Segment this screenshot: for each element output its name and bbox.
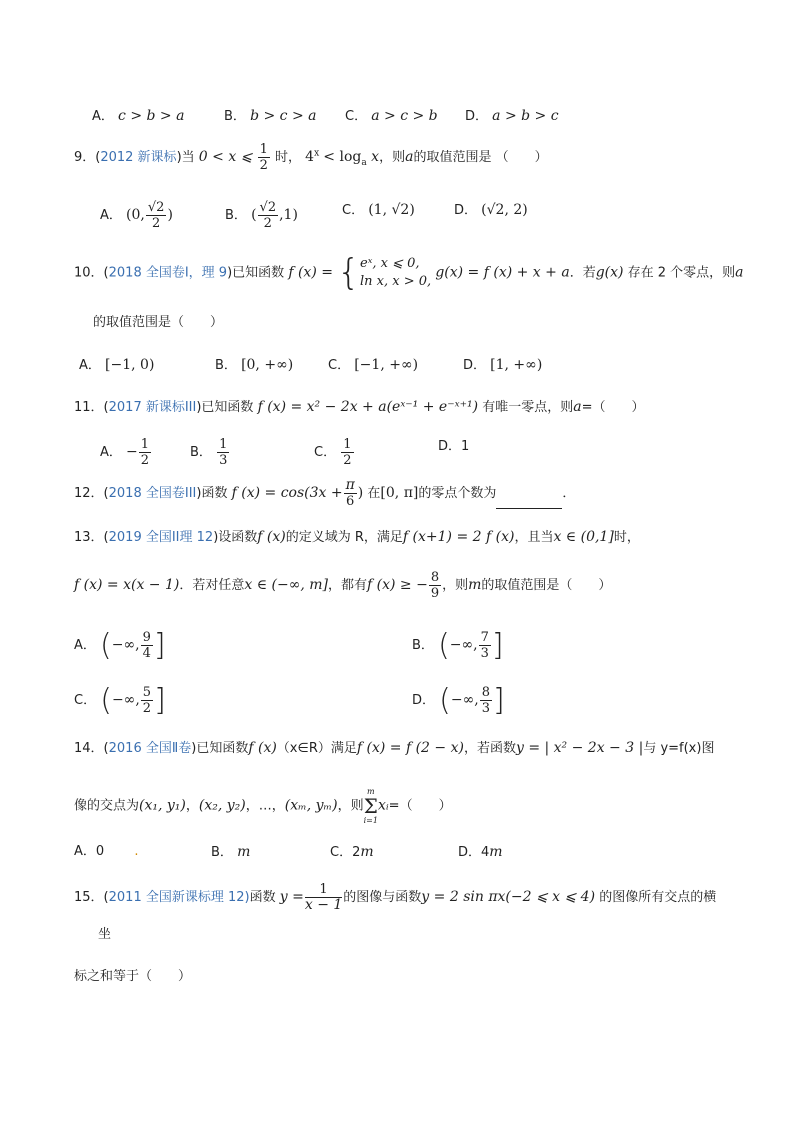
q10-option-d: D． [1, +∞) bbox=[463, 357, 543, 373]
q8-option-b: B． b > c > a bbox=[224, 108, 317, 124]
q15-source: 2011 全国新课标理 12) bbox=[108, 890, 250, 905]
q13-option-d: D． (−∞, $\frac{8}{3}$ ] bbox=[412, 682, 505, 718]
q11-stem: 11．(2017 新课标III)已知函数 f (x) = x² − 2x + a(eˣ⁻¹ + e⁻ˣ⁺¹) 有唯一零点，则a=（ ） bbox=[74, 399, 645, 415]
q12-stem: 12．(2018 全国卷III)函数 f (x) = cos(3x + $\frac{\pi}{6}$ ) 在[0, π]的零点个数为 ． bbox=[74, 477, 576, 509]
q14-stem-cont: 像的交点为(x₁, y₁)，(x₂, y₂)，…，(xₘ, yₘ)，则 m Σ i=1 xᵢ=（ ） bbox=[74, 787, 452, 825]
q15-stem-cont: 坐 bbox=[98, 927, 112, 942]
q14-stem: 14．(2016 全国Ⅱ卷)已知函数f (x)（x∈R）满足f (x) = f (2 − x)，若函数y = | x² − 2x − 3 |与 y=f(x)图 bbox=[74, 740, 715, 756]
q13-stem-cont: f (x) = x(x − 1)．若对任意x ∈ (−∞, m]，都有f (x) ≥ − $\frac{8}{9}$ ，则m的取值范围是（ ） bbox=[74, 570, 612, 601]
q11-source: 2017 新课标III bbox=[108, 400, 197, 415]
q8-option-c: C． a > c > b bbox=[345, 108, 438, 124]
q14-option-c: C．2m bbox=[330, 844, 374, 860]
q9-option-d: D． (√2, 2) bbox=[454, 202, 528, 218]
q11-option-d: D．1 bbox=[438, 439, 470, 454]
q8-option-d: D． a > b > c bbox=[465, 108, 559, 124]
q15-stem: 15．(2011 全国新课标理 12)函数 y = $\frac{1}{x - 1}$ 的图像与函数y = 2 sin πx(−2 ⩽ x ⩽ 4) 的图像所有交点的横 bbox=[74, 882, 717, 913]
q13-option-b: B． (−∞, $\frac{7}{3}$ ] bbox=[412, 627, 504, 663]
q13-option-a: A． (−∞, $\frac{9}{4}$ ] bbox=[74, 627, 166, 663]
q10-stem-cont: 的取值范围是（ ） bbox=[93, 315, 224, 330]
q9-option-b: B． ( $\frac{√2}{2}$ ,1) bbox=[225, 200, 298, 231]
q9-stem: 9．(2012 新课标)当 0 < x ⩽ $\frac{1}{2}$ 时， $4^x < \log_a x$，则a的取值范围是 （ ） bbox=[74, 142, 548, 173]
q8-option-a: A． c > b > a bbox=[92, 108, 185, 124]
q13-option-c: C． (−∞, $\frac{5}{2}$ ] bbox=[74, 682, 166, 718]
q12-answer-blank[interactable] bbox=[496, 494, 562, 509]
q11-option-a: A． − $\frac{1}{2}$ bbox=[100, 437, 150, 468]
q14-source: 2016 全国Ⅱ卷 bbox=[108, 741, 192, 756]
q14-option-d: D．4m bbox=[458, 844, 503, 860]
q11-option-c: C． $\frac{1}{2}$ bbox=[314, 437, 352, 468]
q11-option-b: B． $\frac{1}{3}$ bbox=[190, 437, 228, 468]
q10-stem: 10．(2018 全国卷I，理 9)已知函数 f (x) = { eˣ, x ⩽ 0, ln x, x > 0, g(x) = f (x) + x + a．若g(x) 存在 2 个零点，则a bbox=[74, 252, 744, 293]
q13-stem: 13．(2019 全国II理 12)设函数f (x)的定义域为 R，满足f (x+1) = 2 f (x)，且当x ∈ (0,1]时， bbox=[74, 529, 640, 545]
q14-option-a: A．0 . bbox=[74, 844, 139, 859]
q9-option-a: A． (0, $\frac{√2}{2}$ ) bbox=[100, 200, 173, 231]
q10-piecewise: { eˣ, x ⩽ 0, ln x, x > 0, bbox=[337, 252, 432, 293]
q10-option-b: B． [0, +∞) bbox=[215, 357, 294, 373]
q12-source: 2018 bbox=[108, 486, 142, 501]
q9-source: 2012 新课标 bbox=[100, 150, 177, 165]
q14-sum-symbol: m Σ i=1 bbox=[363, 787, 378, 825]
q14-option-b: B． m bbox=[211, 844, 251, 860]
q9-option-c: C． (1, √2) bbox=[342, 202, 415, 218]
q10-option-c: C． [−1, +∞) bbox=[328, 357, 419, 373]
q10-option-a: A． [−1, 0) bbox=[79, 357, 155, 373]
q10-source: 2018 全国卷I，理 9 bbox=[108, 265, 228, 281]
q15-stem-end: 标之和等于（ ） bbox=[74, 969, 192, 984]
q13-source: 2019 全国II理 12 bbox=[108, 530, 214, 545]
